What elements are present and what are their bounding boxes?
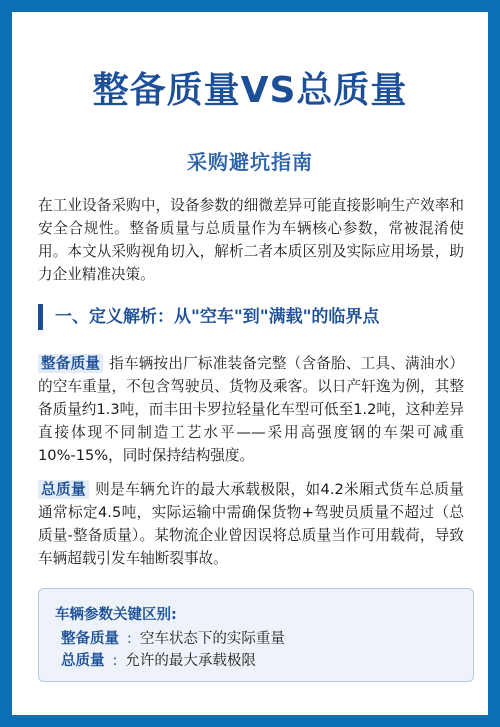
box-row-label: 总质量: [61, 653, 105, 669]
intro-paragraph: 在工业设备采购中，设备参数的细微差异可能直接影响生产效率和安全合规性。整备质量与总质量作为车辆核心参数，常被混淆使用。本文从采购视角切入，解析二者本质区别及实际应用场景，助力企业精准决策。: [38, 197, 464, 283]
curb-weight-term: 整备质量: [38, 354, 103, 373]
page-title: 整备质量VS总质量: [92, 70, 408, 111]
page-subtitle: 采购避坑指南: [187, 150, 313, 174]
box-row-value: 允许的最大承载极限: [125, 653, 256, 669]
gross-weight-term: 总质量: [38, 480, 89, 499]
gross-weight-text: 则是车辆允许的最大承载极限，如4.2米厢式货车总质量通常标定4.5吨，实际运输中需确保货物+驾驶员质量不超过（总质量-整备质量）。某物流企业曾因误将总质量当作可用载荷，导致车辆超载引发车轴断裂事故。: [38, 481, 464, 567]
curb-weight-text: 指车辆按出厂标准装备完整（含备胎、工具、满油水）的空车重量，不包含驾驶员、货物及乘客。以日产轩逸为例，其整备质量约1.3吨，而丰田卡罗拉轻量化车型可低至1.2吨，这种差异直接体现不同制造工艺水平——采用高强度钢的车架可减重10%-15%，同时保持结构强度。: [38, 355, 464, 464]
box-row-sep: :: [112, 653, 118, 669]
box-row-sep: :: [127, 631, 132, 647]
box-row-value: 空车状态下的实际重量: [139, 631, 285, 647]
key-difference-box: [38, 588, 474, 682]
gross-weight-paragraph: [38, 478, 464, 570]
box-row-label: 整备质量: [61, 631, 119, 647]
section-heading: 一、定义解析：从"空车"到"满载"的临界点: [38, 304, 495, 330]
box-row-gross: [55, 650, 457, 672]
box-title: 车辆参数关键区别:: [55, 607, 177, 623]
box-row-curb: [55, 628, 457, 650]
article-card: [12, 12, 488, 715]
curb-weight-paragraph: [38, 352, 464, 467]
